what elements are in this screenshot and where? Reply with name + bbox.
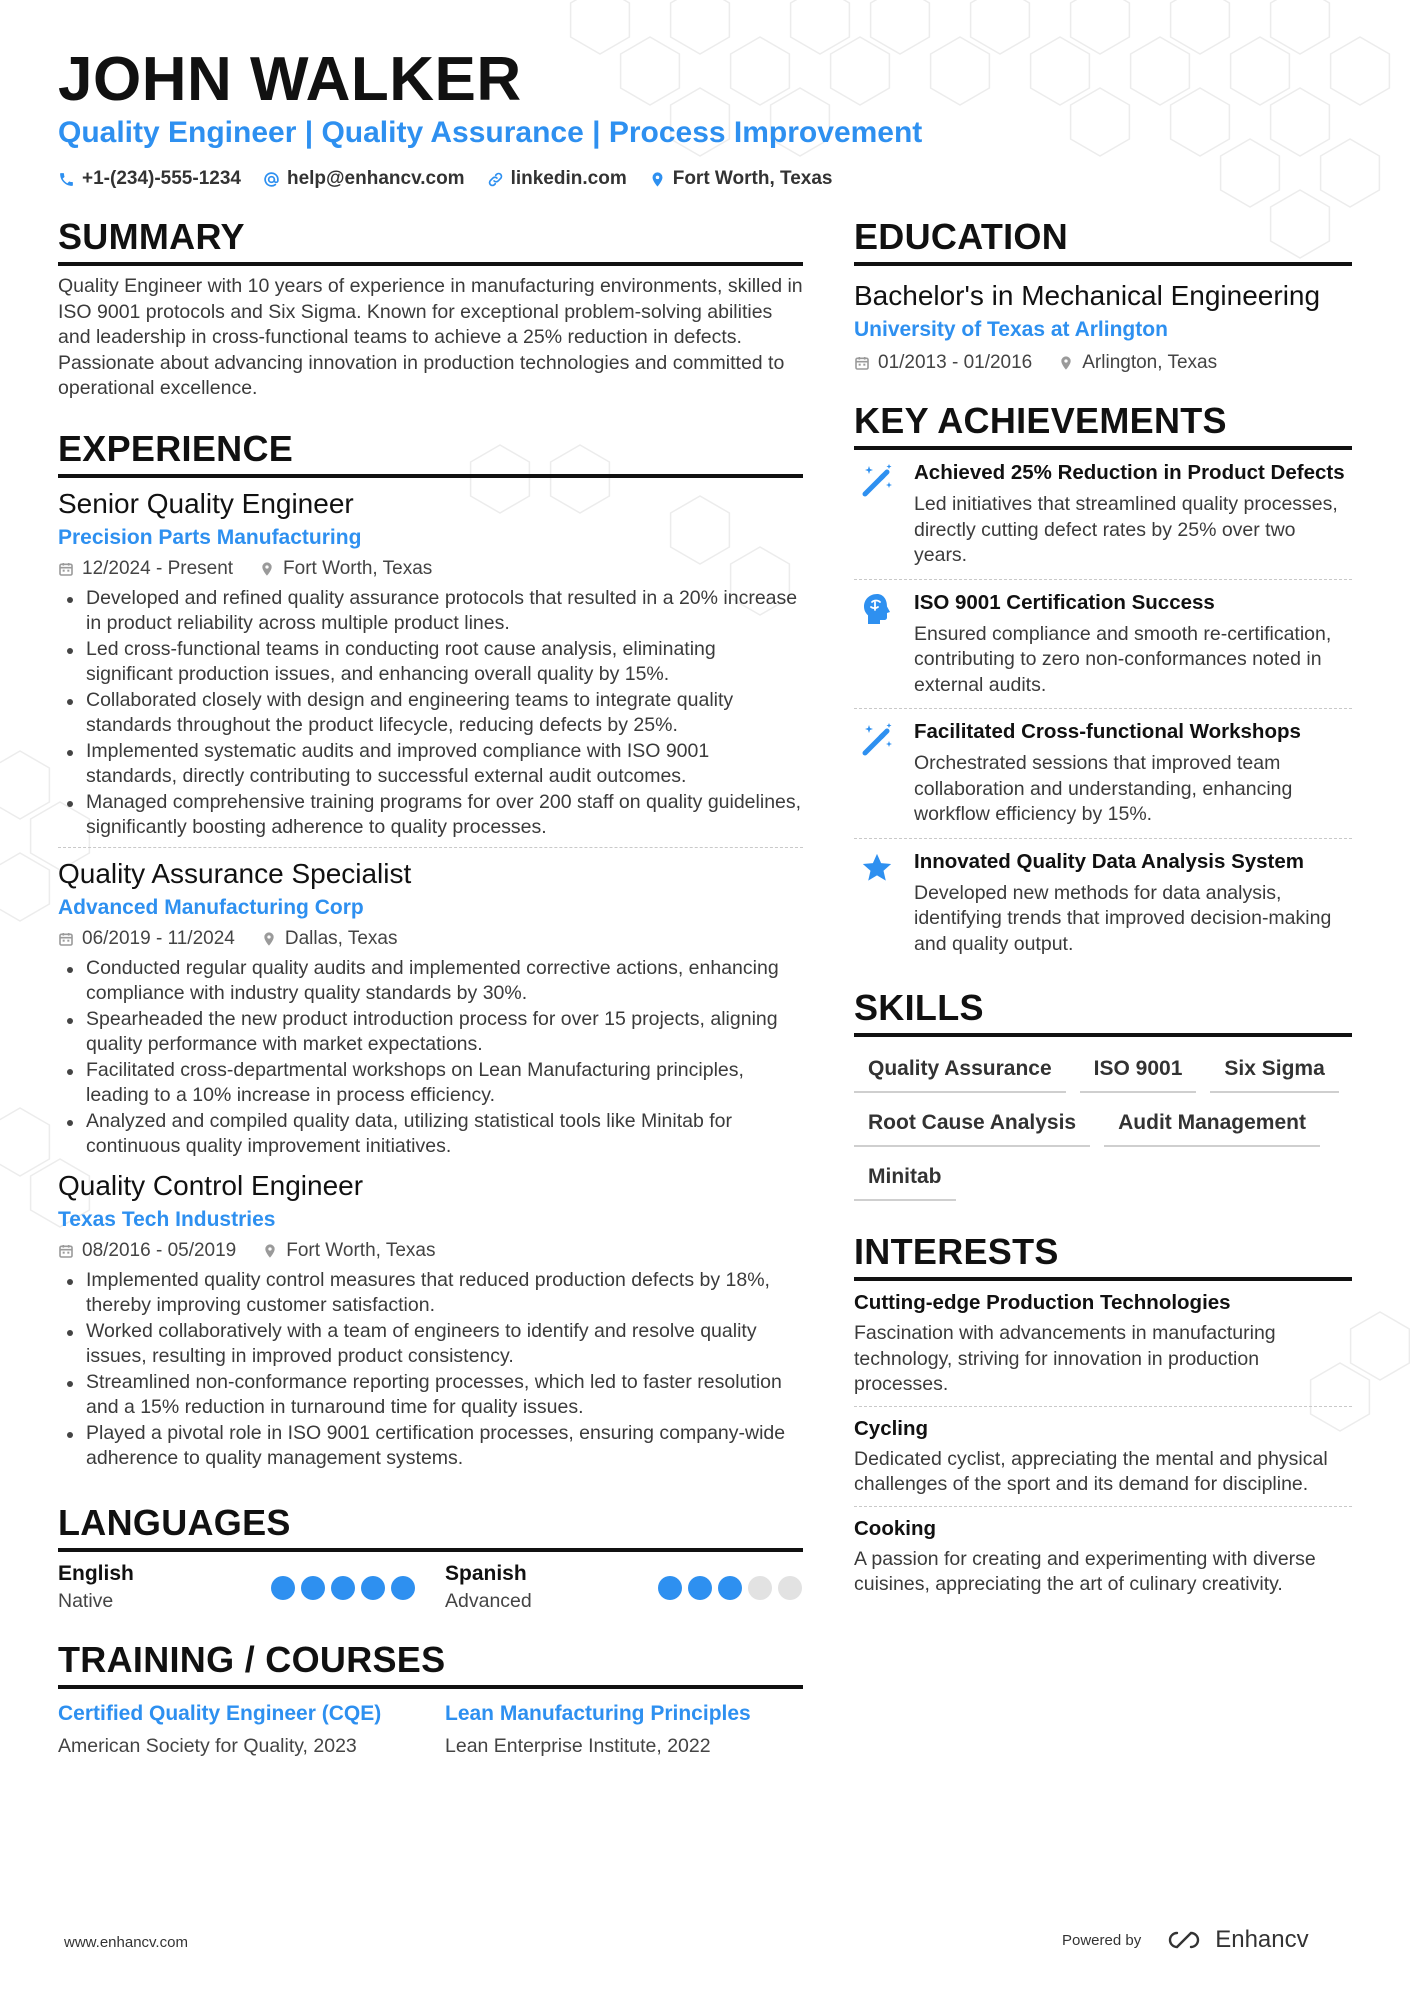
contact-phone[interactable] <box>58 168 241 190</box>
languages-section <box>58 1502 803 1613</box>
location-pin-icon <box>261 931 277 947</box>
enhancv-logo-icon <box>1161 1928 1207 1952</box>
calendar-icon <box>58 1243 74 1259</box>
location-pin-icon <box>262 1243 278 1259</box>
course-provider: American Society for Quality, 2023 <box>58 1734 357 1757</box>
job-bullet: Worked collaboratively with a team of engineers to identify and resolve quality issues, resulting in improved product consistency. <box>58 1319 803 1370</box>
job-bullet: Conducted regular quality audits and implemented corrective actions, enhancing compliance with industry quality standards by 30%. <box>58 956 803 1007</box>
achievement-desc: Orchestrated sessions that improved team collaboration and understanding, enhancing workflow efficiency by 15%. <box>914 752 1293 825</box>
interest-item <box>854 1291 1352 1407</box>
location-pin-icon <box>649 171 666 188</box>
training-heading: TRAINING / COURSES <box>58 1639 803 1689</box>
magic-wand-icon <box>859 462 895 498</box>
language-item <box>58 1562 415 1613</box>
rating-dot-filled <box>688 1576 712 1600</box>
job-dates <box>58 1240 236 1262</box>
contact-location <box>649 168 833 190</box>
summary-text: Quality Engineer with 10 years of experience in manufacturing environments, skilled in ISO 9001 protocols and Six Sigma. Known for exceptional problem-solving abilities and leadership in cross-functional teams to achieve a 25% reduction in defects. Passionate about advancing innovation in production technologies and committed to operational excellence. <box>58 275 803 399</box>
language-item <box>445 1562 802 1613</box>
rating-dot-filled <box>361 1576 385 1600</box>
job-bullet: Played a pivotal role in ISO 9001 certification processes, ensuring company-wide adherence to quality management systems. <box>58 1421 803 1472</box>
headline: Quality Engineer | Quality Assurance | Process Improvement <box>58 116 923 149</box>
job-bullet: Led cross-functional teams in conducting root cause analysis, eliminating significant production issues, and enhancing overall quality by 15%. <box>58 637 803 688</box>
experience-section <box>58 428 803 1472</box>
job-location-text: Fort Worth, Texas <box>283 557 433 579</box>
contact-linkedin-text: linkedin.com <box>510 168 627 189</box>
language-rating <box>658 1562 802 1613</box>
job-dates <box>58 928 235 950</box>
interests-heading: INTERESTS <box>854 1231 1352 1281</box>
contact-bar <box>58 168 832 190</box>
achievement-title: Innovated Quality Data Analysis System <box>914 849 1305 873</box>
location-pin-icon <box>259 561 275 577</box>
achievement-title: ISO 9001 Certification Success <box>914 590 1215 614</box>
job-location <box>262 1240 435 1262</box>
job-dates-text: 08/2016 - 05/2019 <box>82 1239 237 1261</box>
language-name: Spanish <box>445 1561 527 1585</box>
phone-icon <box>58 171 75 188</box>
job-bullet: Implemented quality control measures that reduced production defects by 18%, thereby improving customer satisfaction. <box>58 1268 803 1319</box>
job-bullet: Developed and refined quality assurance protocols that resulted in a 20% increase in product reliability across multiple product lines. <box>58 586 803 637</box>
interest-title: Cycling <box>854 1416 929 1440</box>
job-location-text: Fort Worth, Texas <box>286 1239 436 1261</box>
achievement-desc: Developed new methods for data analysis, identifying trends that improved decision-making and quality output. <box>914 881 1332 955</box>
star-icon <box>860 851 894 885</box>
calendar-icon <box>58 931 74 947</box>
interest-item <box>854 1417 1352 1507</box>
interest-desc: Fascination with advancements in manufacturing technology, striving for innovation in production processes. <box>854 1322 1276 1395</box>
job-bullet: Managed comprehensive training programs for over 200 staff on quality guidelines, significantly boosting adherence to quality processes. <box>58 790 803 841</box>
language-level: Advanced <box>445 1589 532 1612</box>
job-bullet: Spearheaded the new product introduction process for over 15 projects, aligning quality performance with market expectations. <box>58 1007 803 1058</box>
education-dates-text: 01/2013 - 01/2016 <box>878 352 1033 373</box>
job-bullets <box>58 1268 803 1472</box>
interest-desc: A passion for creating and experimenting with diverse cuisines, appreciating the art of culinary creativity. <box>854 1547 1316 1595</box>
skill-tag: Six Sigma <box>1210 1053 1338 1093</box>
rating-dot-empty <box>748 1576 772 1600</box>
location-pin-icon <box>1058 355 1074 371</box>
interest-desc: Dedicated cyclist, appreciating the mental and physical challenges of the sport and its demand for discipline. <box>854 1447 1328 1495</box>
course-title: Lean Manufacturing Principles <box>445 1701 751 1725</box>
languages-heading: LANGUAGES <box>58 1502 803 1552</box>
education-heading: EDUCATION <box>854 216 1352 266</box>
job-bullet: Analyzed and compiled quality data, utilizing statistical tools like Minitab for continuous quality improvement initiatives. <box>58 1109 803 1160</box>
calendar-icon <box>854 355 870 371</box>
rating-dot-filled <box>718 1576 742 1600</box>
course-title: Certified Quality Engineer (CQE) <box>58 1701 382 1725</box>
contact-phone-text: +1-(234)-555-1234 <box>82 168 241 189</box>
skill-tag: Audit Management <box>1104 1107 1320 1147</box>
language-level: Native <box>58 1589 114 1612</box>
rating-dot-filled <box>271 1576 295 1600</box>
job-meta <box>58 1240 803 1262</box>
education-dates <box>854 352 1032 374</box>
job-dates-text: 12/2024 - Present <box>82 557 234 579</box>
job-location-text: Dallas, Texas <box>284 927 398 949</box>
languages-list <box>58 1562 803 1613</box>
interest-title: Cutting-edge Production Technologies <box>854 1291 1231 1314</box>
summary-heading: SUMMARY <box>58 216 803 266</box>
job-entry <box>58 488 803 848</box>
brain-head-icon <box>860 592 894 626</box>
language-rating <box>271 1562 415 1613</box>
education-location <box>1058 352 1217 374</box>
job-dates <box>58 558 233 580</box>
interests-section <box>854 1231 1352 1606</box>
achievements-section <box>854 400 1352 967</box>
candidate-name: JOHN WALKER <box>58 45 522 114</box>
brand-name: Enhancv <box>1215 1926 1309 1953</box>
job-bullet: Facilitated cross-departmental workshops on Lean Manufacturing principles, leading to a 10% increase in process efficiency. <box>58 1058 803 1109</box>
job-bullets <box>58 586 803 841</box>
achievement-item <box>854 450 1352 580</box>
job-bullet: Collaborated closely with design and engineering teams to integrate quality standards throughout the product lifecycle, reducing defects by 25%. <box>58 688 803 739</box>
language-name: English <box>58 1561 134 1585</box>
achievement-item <box>854 580 1352 710</box>
rating-dot-filled <box>658 1576 682 1600</box>
skills-heading: SKILLS <box>854 987 1352 1037</box>
skill-tag: ISO 9001 <box>1080 1053 1197 1093</box>
education-degree: Bachelor's in Mechanical Engineering <box>854 280 1321 311</box>
rating-dot-filled <box>331 1576 355 1600</box>
link-icon <box>487 171 504 188</box>
job-company: Precision Parts Manufacturing <box>58 525 362 549</box>
rating-dot-filled <box>391 1576 415 1600</box>
education-location-text: Arlington, Texas <box>1082 352 1218 373</box>
course-provider: Lean Enterprise Institute, 2022 <box>445 1734 711 1757</box>
job-bullet: Streamlined non-conformance reporting processes, which led to faster resolution and a 15% reduction in turnaround time for quality issues. <box>58 1370 803 1421</box>
contact-linkedin[interactable] <box>487 168 627 190</box>
job-company: Texas Tech Industries <box>58 1207 276 1231</box>
at-icon <box>263 171 280 188</box>
achievement-desc: Led initiatives that streamlined quality processes, directly cutting defect rates by 25% over two years. <box>914 493 1338 566</box>
job-meta <box>58 928 803 950</box>
course-item <box>58 1701 415 1758</box>
job-entry <box>58 858 803 1160</box>
skill-tag: Minitab <box>854 1161 956 1201</box>
contact-location-text: Fort Worth, Texas <box>672 168 833 189</box>
powered-by-text: Powered by <box>1062 1931 1142 1949</box>
job-dates-text: 06/2019 - 11/2024 <box>82 927 235 949</box>
course-item <box>445 1701 802 1758</box>
achievement-item <box>854 839 1352 968</box>
job-location <box>261 928 398 950</box>
contact-email[interactable] <box>263 168 465 190</box>
job-entry <box>58 1170 803 1472</box>
footer-branding <box>1062 1926 1309 1954</box>
education-school: University of Texas at Arlington <box>854 318 1168 341</box>
experience-heading: EXPERIENCE <box>58 428 803 478</box>
brand-logo[interactable] <box>1161 1926 1308 1954</box>
job-meta <box>58 558 803 580</box>
footer-url[interactable]: www.enhancv.com <box>64 1934 188 1951</box>
job-company: Advanced Manufacturing Corp <box>58 895 364 919</box>
rating-dot-empty <box>778 1576 802 1600</box>
skill-tag: Quality Assurance <box>854 1053 1066 1093</box>
achievement-title: Achieved 25% Reduction in Product Defects <box>914 461 1345 484</box>
interest-title: Cooking <box>854 1516 936 1540</box>
job-location <box>259 558 432 580</box>
achievement-desc: Ensured compliance and smooth re-certification, contributing to zero non-conformances noted in external audits. <box>914 622 1332 696</box>
right-column <box>854 216 1352 1606</box>
education-meta <box>854 352 1352 374</box>
job-title: Quality Control Engineer <box>58 1169 364 1201</box>
skill-tag: Root Cause Analysis <box>854 1107 1090 1147</box>
interest-item <box>854 1517 1352 1606</box>
training-section <box>58 1639 803 1758</box>
job-bullet: Implemented systematic audits and improved compliance with ISO 9001 standards, directly contributing to successful external audit outcomes. <box>58 739 803 790</box>
job-bullets <box>58 956 803 1160</box>
achievement-item <box>854 709 1352 839</box>
contact-email-text: help@enhancv.com <box>286 168 465 189</box>
summary-section <box>58 216 803 402</box>
left-column <box>58 216 803 1758</box>
achievement-title: Facilitated Cross-functional Workshops <box>914 720 1301 743</box>
rating-dot-filled <box>301 1576 325 1600</box>
calendar-icon <box>58 561 74 577</box>
magic-wand-icon <box>859 721 895 757</box>
skills-section <box>854 987 1352 1201</box>
skills-list <box>854 1053 1352 1201</box>
job-title: Senior Quality Engineer <box>58 487 354 519</box>
courses-list <box>58 1701 803 1758</box>
achievements-heading: KEY ACHIEVEMENTS <box>854 400 1352 450</box>
job-title: Quality Assurance Specialist <box>58 857 412 889</box>
education-section <box>854 216 1352 374</box>
